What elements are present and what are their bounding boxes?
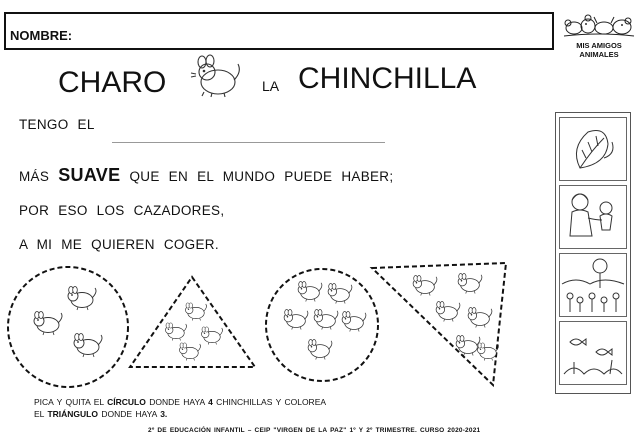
chinchilla-icon xyxy=(190,52,244,102)
footer-school-info: 2º DE EDUCACIÓN INFANTIL – CEIP "VIRGEN DE LA PAZ" 1º Y 2º TRIMESTRE. CURSO 2020-2021 xyxy=(148,427,481,434)
mother-baby-icon xyxy=(560,186,626,248)
logo-caption xyxy=(562,41,636,59)
forest-flowers-picture-panel[interactable] xyxy=(559,253,627,317)
poem-line-3: POR ESO LOS CAZADORES, xyxy=(19,203,225,218)
name-label: NOMBRE: xyxy=(10,28,73,43)
logo-line-1: MIS AMIGOS xyxy=(576,41,622,50)
logo-line-2: ANIMALES xyxy=(579,50,619,59)
poem-line-1: TENGO EL xyxy=(19,117,95,132)
poem-line-2 xyxy=(19,165,393,186)
side-picture-strip xyxy=(555,112,631,394)
shapes-area xyxy=(0,255,520,395)
title-name: CHARO xyxy=(58,66,167,99)
poem-keyword: SUAVE xyxy=(58,165,121,185)
leaf-icon xyxy=(560,118,626,180)
instruction-line-2: EL TRIÁNGULO DONDE HAYA 3. xyxy=(34,409,168,419)
poem-line-2-pre: MÁS xyxy=(19,169,50,184)
underwater-icon xyxy=(560,322,626,384)
poem-line-4: A MI ME QUIEREN COGER. xyxy=(19,237,219,252)
underwater-picture-panel[interactable] xyxy=(559,321,627,385)
instruction-line-1: PICA Y QUITA EL CÍRCULO DONDE HAYA 4 CHINCHILLAS Y COLOREA xyxy=(34,397,327,407)
cut-circle-1[interactable] xyxy=(8,267,128,387)
poem-line-2-post: QUE EN EL MUNDO PUEDE HABER; xyxy=(129,169,394,184)
instructions xyxy=(34,396,326,420)
answer-blank-line[interactable] xyxy=(112,142,385,143)
forest-flowers-icon xyxy=(560,254,626,316)
title-animal: CHINCHILLA xyxy=(298,62,477,95)
leaf-picture-panel[interactable] xyxy=(559,117,627,181)
mother-baby-picture-panel[interactable] xyxy=(559,185,627,249)
name-box xyxy=(4,12,554,50)
title-article: LA xyxy=(262,78,280,94)
